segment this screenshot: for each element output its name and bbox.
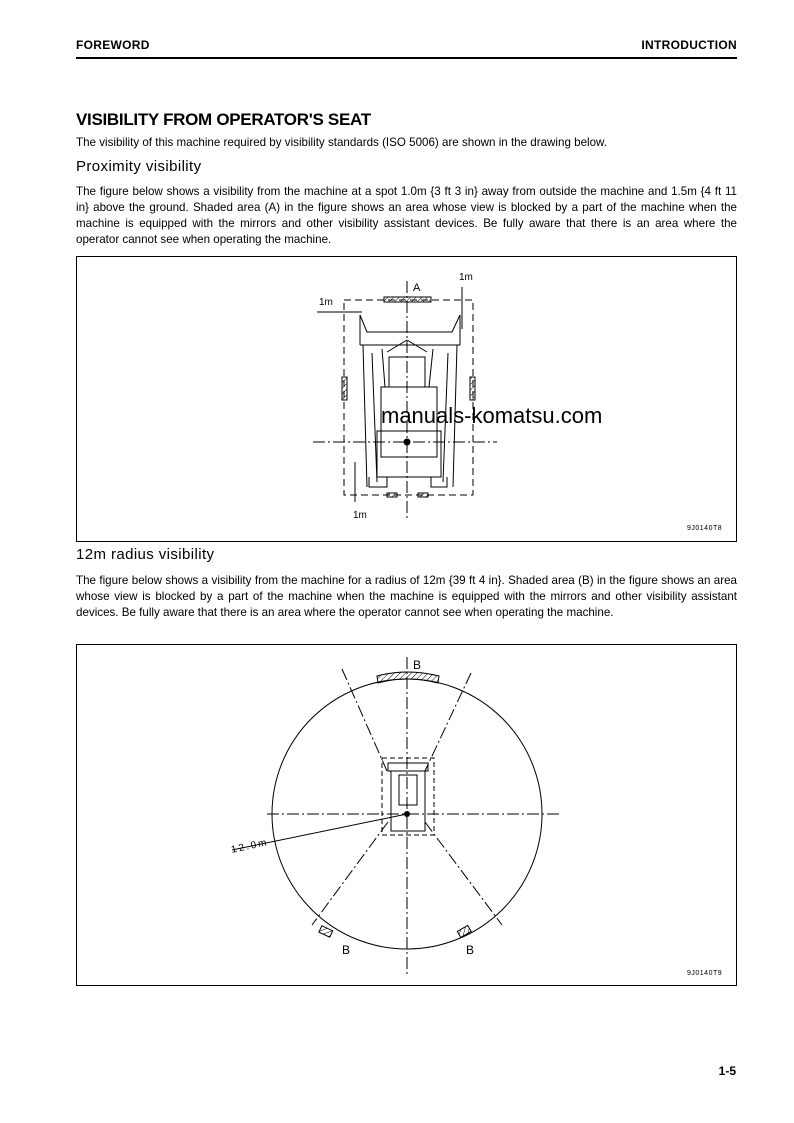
dim-left: 1m (319, 297, 333, 308)
blind-area-b-top (377, 672, 439, 683)
radius-figure (76, 644, 737, 986)
radius-label: 12.0m (230, 837, 270, 856)
label-b-right: B (466, 943, 475, 957)
blind-area-b-left (319, 926, 333, 937)
intro-paragraph: The visibility of this machine required by visibility standards (ISO 5006) are shown in the drawing below. (76, 136, 607, 149)
blade (360, 315, 460, 332)
radius-diagram (77, 645, 738, 987)
label-b-top: B (413, 658, 422, 672)
section-heading-radius: 12m radius visibility (76, 546, 215, 563)
header-chapter: INTRODUCTION (641, 38, 737, 52)
blind-area-rear-right (418, 493, 428, 497)
proximity-diagram (77, 257, 738, 543)
header-rule (76, 57, 737, 59)
blind-area-left (342, 377, 347, 400)
blind-area-rear-left (387, 493, 397, 497)
center-point (404, 439, 411, 446)
label-a: A (413, 282, 421, 294)
watermark: manuals-komatsu.com (381, 403, 603, 428)
dim-right: 1m (459, 272, 473, 283)
radius-paragraph: The figure below shows a visibility from the machine for a radius of 12m {39 ft 4 in}. Shaded area (B) in the figure shows an area whose view is blocked by a part of the machine when the machine is equipped with the mirrors and other visibility assistant devices. Be fully aware that there is an area where the operator cannot see when operating the machine. (76, 574, 737, 619)
blind-area-b-right (457, 925, 471, 937)
header-section: FOREWORD (76, 38, 150, 52)
blind-area-a (384, 297, 431, 302)
page-number: 1-5 (718, 1064, 736, 1078)
figure-code: 9J0140T9 (687, 970, 723, 977)
label-b-left: B (342, 943, 351, 957)
proximity-figure (76, 256, 737, 542)
dim-bottom: 1m (353, 510, 367, 521)
proximity-paragraph: The figure below shows a visibility from the machine at a spot 1.0m {3 ft 3 in} away from outside the machine and 1.5m {4 ft 11 in} above the ground. Shaded area (A) in the figure shows an area whose view is blocked by a part of the machine when the machine is equipped with the mirrors and other visibility assistant devices. Be fully aware that there is an area where the operator cannot see when operating the machine. (76, 185, 737, 246)
section-heading-proximity: Proximity visibility (76, 158, 202, 175)
blind-area-right (470, 377, 475, 400)
page-title: VISIBILITY FROM OPERATOR'S SEAT (76, 110, 371, 129)
figure-code: 9J0140T8 (687, 525, 723, 532)
